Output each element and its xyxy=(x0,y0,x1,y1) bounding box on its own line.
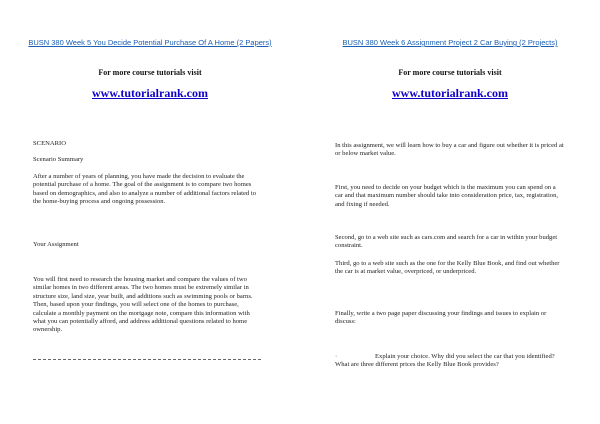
bullet-mark: · xyxy=(335,353,338,360)
right-paragraph-4: Third, go to a web site such as the one for the Kelly Blue Book, and find out whether the car is at market value, overpriced, or underpriced. xyxy=(335,260,560,276)
right-bullet-item xyxy=(335,353,565,370)
dashed-divider xyxy=(33,359,261,360)
left-site-link[interactable]: www.tutorialrank.com xyxy=(92,86,208,100)
right-site-container xyxy=(300,84,600,102)
left-tutorials-text: For more course tutorials visit xyxy=(98,68,202,77)
scenario-heading: SCENARIO xyxy=(33,140,66,147)
left-site-container xyxy=(0,84,300,102)
right-paragraph-3: Second, go to a web site such as cars.com and search for a car in within your budget constraint. xyxy=(335,234,558,250)
left-paragraph-2: You will first need to research the housing market and compare the values of two similar homes in two different areas. The two homes must be extremely similar in structure size, land size, year built, and additions such as swimming pools or barns. Then, based upon your findings, you will select one of the homes to purchase, calculate a monthly payment on the mortgage note, compare this information with what you can potentially afford, and address additional questions related to home ownership. xyxy=(33,276,253,334)
left-title-link[interactable]: BUSN 380 Week 5 You Decide Potential Purchase Of A Home (2 Papers) xyxy=(28,38,272,47)
left-paragraph-1: After a number of years of planning, you have made the decision to evaluate the potential purchase of a home. The goal of the assignment is to compare two homes based on demographics, and also to analyze a number of additional factors related to the home-buying process and ongoing possession. xyxy=(33,173,257,206)
right-title-link[interactable]: BUSN 380 Week 6 Assignment Project 2 Car Buying (2 Projects) xyxy=(342,38,558,47)
right-tutorials-text: For more course tutorials visit xyxy=(398,68,502,77)
assignment-heading: Your Assignment xyxy=(33,241,79,248)
right-paragraph-6: Explain your choice. Why did you select the car that you identified? What are three different prices the Kelly Blue Book provides? xyxy=(335,353,555,369)
right-site-link[interactable]: www.tutorialrank.com xyxy=(392,86,508,100)
right-paragraph-2: First, you need to decide on your budget which is the maximum you can spend on a car and that maximum number should take into consideration price, tax, registration, and fixing if needed. xyxy=(335,184,559,208)
scenario-summary: Scenario Summary xyxy=(33,156,84,163)
right-page xyxy=(300,0,600,424)
right-paragraph-1: In this assignment, we will learn how to buy a car and figure out whether it is priced at or below market value. xyxy=(335,142,564,158)
right-paragraph-5: Finally, write a two page paper discussing your findings and issues to explain or discuss: xyxy=(335,310,547,326)
